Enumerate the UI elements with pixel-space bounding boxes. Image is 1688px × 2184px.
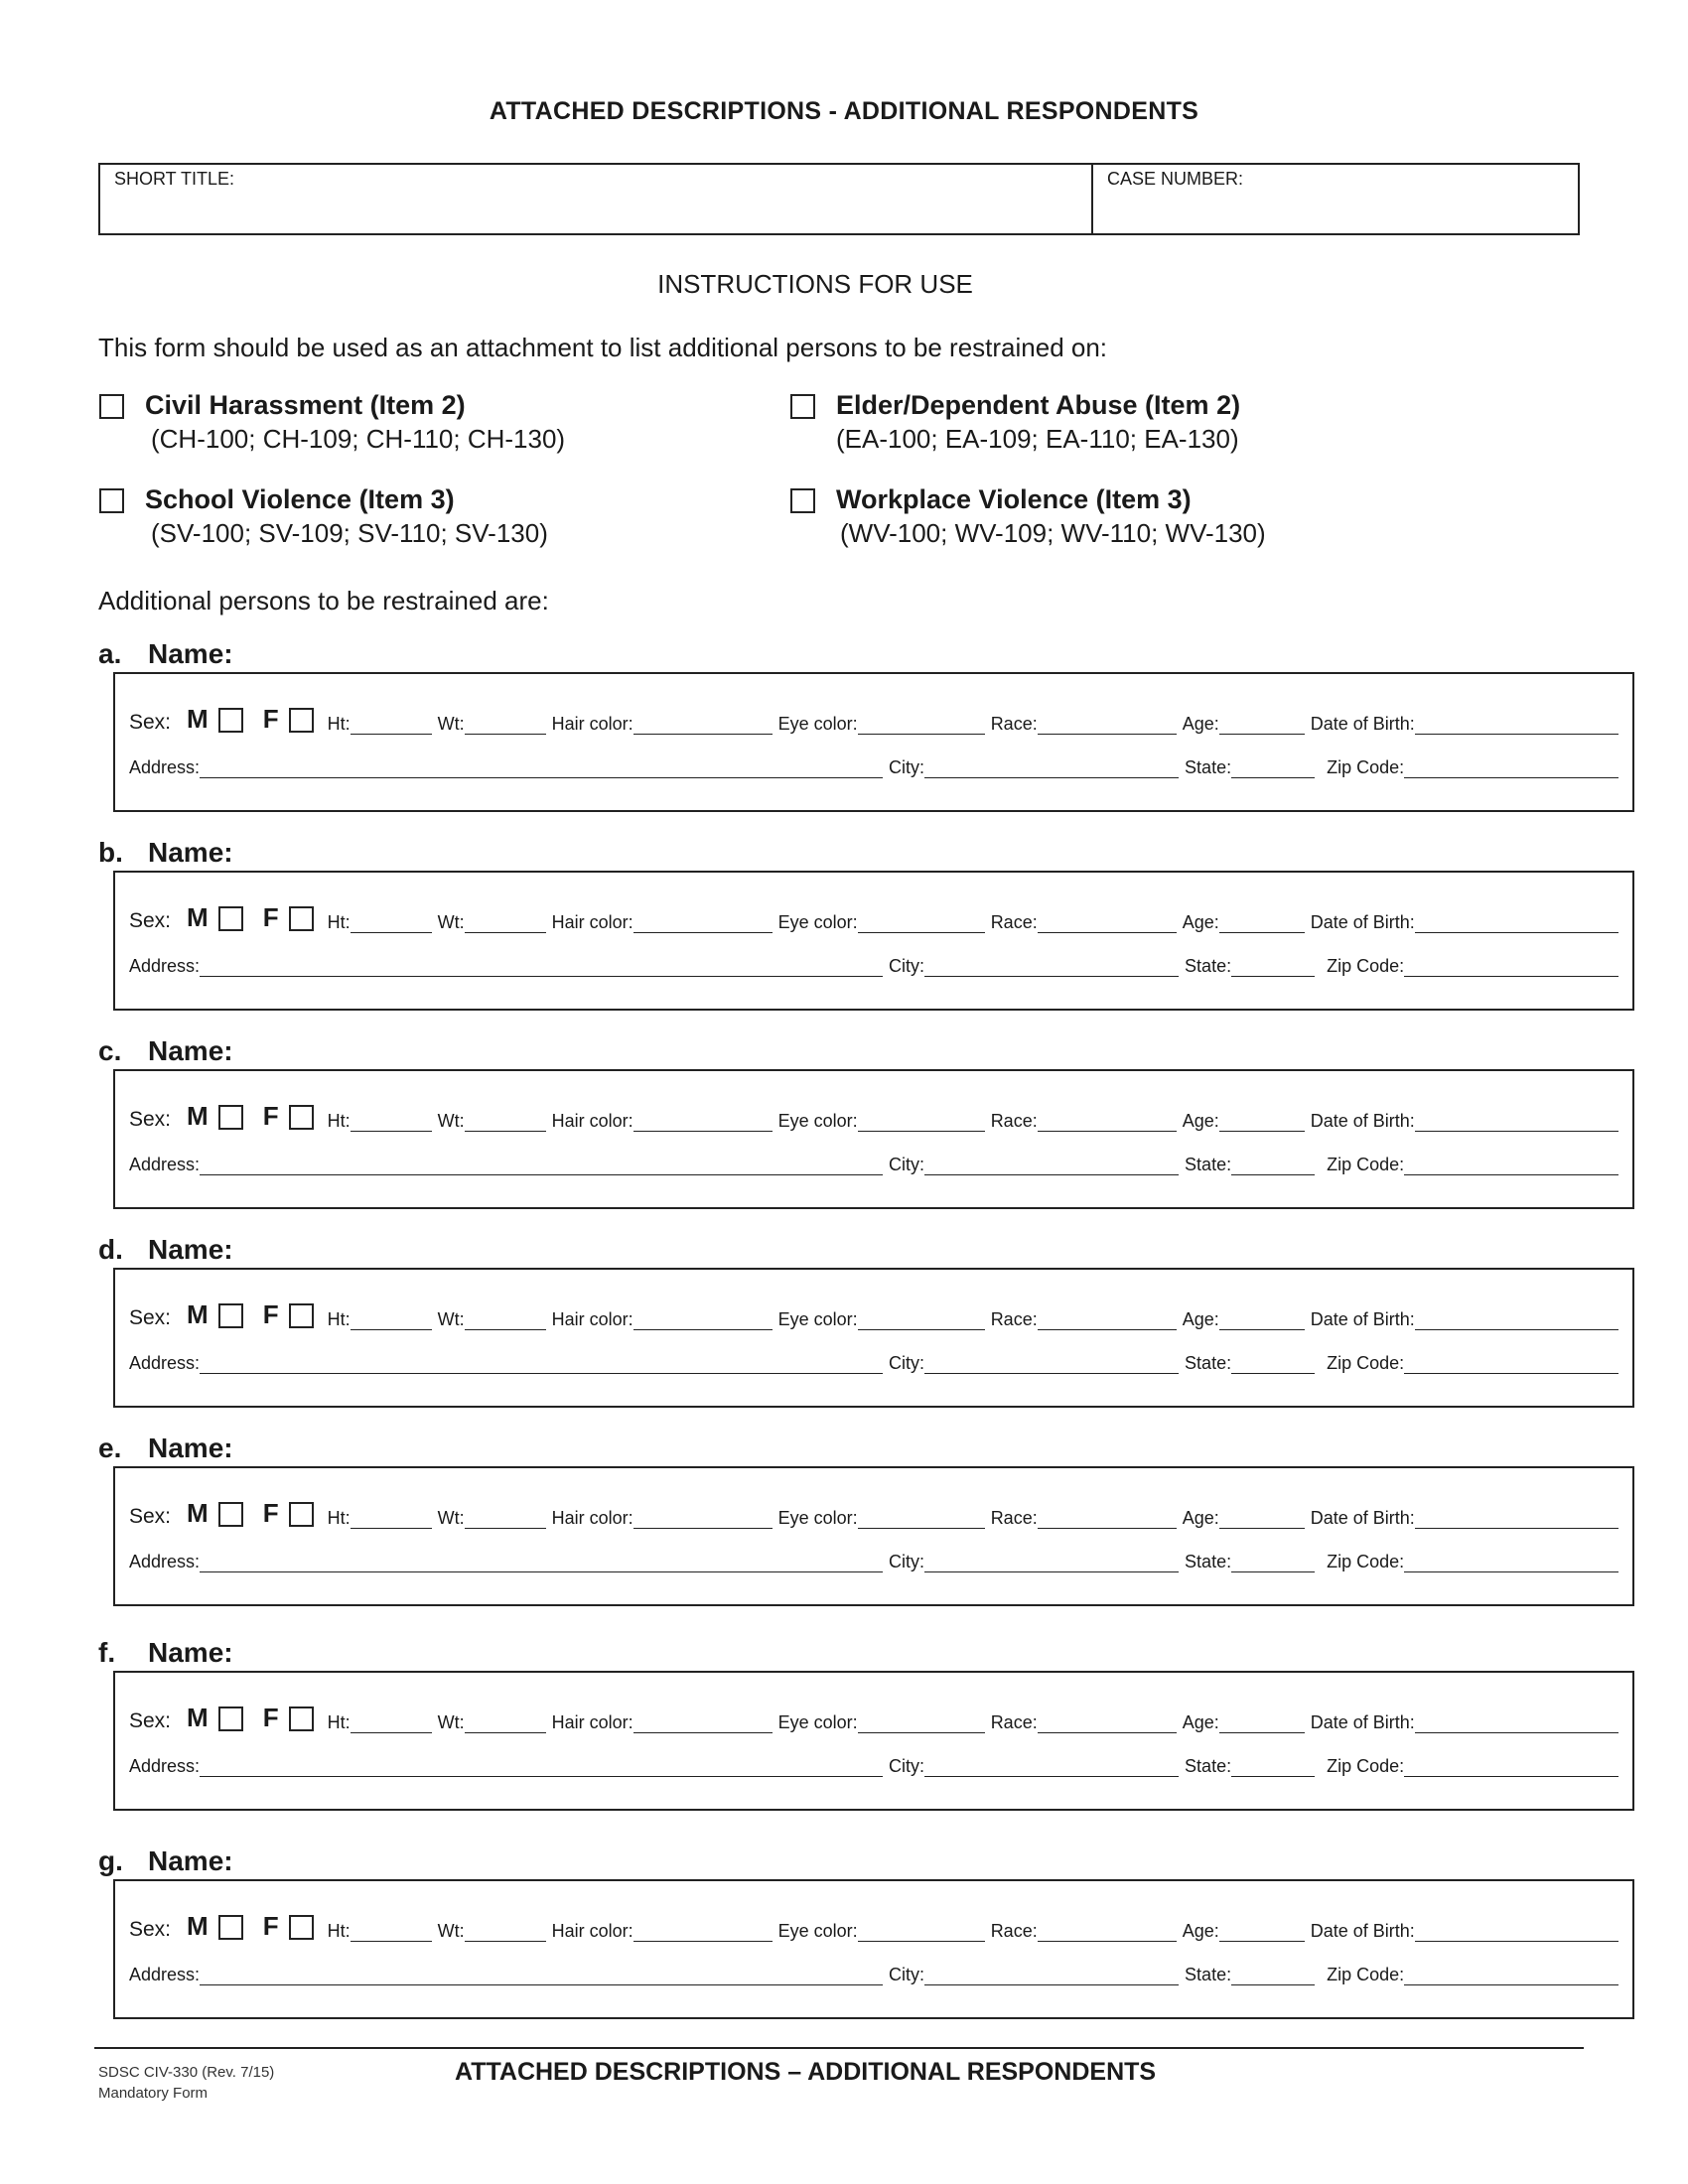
hair-color-field[interactable]	[633, 1510, 773, 1529]
instructions-title: INSTRUCTIONS FOR USE	[657, 269, 973, 299]
zip-label: Zip Code:	[1327, 956, 1405, 976]
female-label: F	[262, 1299, 279, 1329]
address-field[interactable]	[200, 1157, 883, 1175]
person-heading	[98, 837, 233, 869]
person-name-label: Name:	[148, 837, 233, 868]
age-label: Age:	[1182, 1309, 1219, 1329]
person-row-1	[129, 1101, 1618, 1132]
address-field[interactable]	[200, 958, 883, 977]
height-label: Ht:	[327, 1508, 351, 1528]
weight-label: Wt:	[437, 714, 465, 734]
state-field[interactable]	[1231, 1157, 1315, 1175]
hair-color-label: Hair color:	[551, 1508, 633, 1528]
city-label: City:	[889, 1155, 925, 1174]
weight-field[interactable]	[465, 1113, 546, 1132]
address-label: Address:	[129, 1155, 201, 1174]
person-heading	[98, 1845, 233, 1877]
height-field[interactable]	[351, 1923, 432, 1942]
city-label: City:	[889, 1756, 925, 1776]
city-field[interactable]	[924, 1355, 1179, 1374]
weight-label: Wt:	[437, 1111, 465, 1131]
person-row-1	[129, 1703, 1618, 1733]
person-heading	[98, 1637, 233, 1669]
person-row-2	[129, 1552, 1618, 1572]
state-field[interactable]	[1231, 1554, 1315, 1572]
height-field[interactable]	[351, 1311, 432, 1330]
address-label: Address:	[129, 1353, 201, 1373]
address-label: Address:	[129, 1965, 201, 1984]
race-field[interactable]	[1038, 1311, 1177, 1330]
male-label: M	[187, 704, 209, 734]
state-label: State:	[1185, 1965, 1232, 1984]
category-codes: (CH-100; CH-109; CH-110; CH-130)	[151, 424, 566, 454]
city-field[interactable]	[924, 1157, 1179, 1175]
weight-field[interactable]	[465, 1714, 546, 1733]
person-row-1	[129, 704, 1618, 735]
age-field[interactable]	[1219, 716, 1305, 735]
female-label: F	[262, 902, 279, 932]
sex-label: Sex:	[129, 1709, 172, 1732]
person-name-label: Name:	[148, 1637, 233, 1668]
hair-color-label: Hair color:	[551, 714, 633, 734]
dob-label: Date of Birth:	[1310, 714, 1415, 734]
dob-field[interactable]	[1415, 1113, 1618, 1132]
person-row-2	[129, 1965, 1618, 1985]
age-field[interactable]	[1219, 1510, 1305, 1529]
person-name-label: Name:	[148, 638, 233, 669]
eye-color-field[interactable]	[858, 1510, 985, 1529]
person-letter: c.	[98, 1035, 122, 1066]
state-label: State:	[1185, 1155, 1232, 1174]
person-row-2	[129, 1155, 1618, 1175]
race-label: Race:	[990, 912, 1038, 932]
age-label: Age:	[1182, 1111, 1219, 1131]
female-checkbox[interactable]	[289, 1915, 314, 1940]
person-name-label: Name:	[148, 1035, 233, 1066]
race-field[interactable]	[1038, 1510, 1177, 1529]
hair-color-label: Hair color:	[551, 1111, 633, 1131]
zip-field[interactable]	[1404, 759, 1618, 778]
male-label: M	[187, 1911, 209, 1941]
male-label: M	[187, 1101, 209, 1131]
male-label: M	[187, 902, 209, 932]
city-field[interactable]	[924, 759, 1179, 778]
sex-label: Sex:	[129, 1108, 172, 1131]
hair-color-label: Hair color:	[551, 1309, 633, 1329]
zip-field[interactable]	[1404, 1758, 1618, 1777]
form-type: Mandatory Form	[98, 2085, 209, 2102]
female-checkbox[interactable]	[289, 1303, 314, 1328]
address-label: Address:	[129, 757, 201, 777]
person-letter: b.	[98, 837, 123, 868]
state-field[interactable]	[1231, 958, 1315, 977]
person-box	[113, 672, 1634, 812]
eye-color-field[interactable]	[858, 1714, 985, 1733]
state-field[interactable]	[1231, 1355, 1315, 1374]
weight-label: Wt:	[437, 1309, 465, 1329]
height-label: Ht:	[327, 1712, 351, 1732]
age-field[interactable]	[1219, 914, 1305, 933]
age-label: Age:	[1182, 1921, 1219, 1941]
category-codes: (EA-100; EA-109; EA-110; EA-130)	[836, 424, 1239, 454]
school-violence-checkbox[interactable]	[99, 488, 124, 513]
male-label: M	[187, 1703, 209, 1732]
male-label: M	[187, 1498, 209, 1528]
address-label: Address:	[129, 1756, 201, 1776]
height-label: Ht:	[327, 1111, 351, 1131]
zip-label: Zip Code:	[1327, 757, 1405, 777]
zip-label: Zip Code:	[1327, 1155, 1405, 1174]
hair-color-label: Hair color:	[551, 1712, 633, 1732]
zip-field[interactable]	[1404, 1355, 1618, 1374]
state-label: State:	[1185, 956, 1232, 976]
dob-field[interactable]	[1415, 716, 1618, 735]
address-field[interactable]	[200, 1758, 883, 1777]
state-field[interactable]	[1231, 759, 1315, 778]
category-workplace-violence	[790, 488, 815, 518]
dob-label: Date of Birth:	[1310, 1712, 1415, 1732]
sex-label: Sex:	[129, 1505, 172, 1528]
zip-field[interactable]	[1404, 1967, 1618, 1985]
height-field[interactable]	[351, 914, 432, 933]
weight-field[interactable]	[465, 914, 546, 933]
person-letter: g.	[98, 1845, 123, 1876]
person-box	[113, 1879, 1634, 2019]
person-name-label: Name:	[148, 1234, 233, 1265]
person-letter: e.	[98, 1433, 122, 1463]
persons-label: Additional persons to be restrained are:	[98, 586, 549, 615]
hair-color-field[interactable]	[633, 1923, 773, 1942]
workplace-violence-checkbox[interactable]	[790, 488, 815, 513]
female-checkbox[interactable]	[289, 1706, 314, 1731]
dob-label: Date of Birth:	[1310, 1111, 1415, 1131]
race-label: Race:	[990, 1111, 1038, 1131]
state-label: State:	[1185, 1353, 1232, 1373]
hair-color-field[interactable]	[633, 716, 773, 735]
race-label: Race:	[990, 1508, 1038, 1528]
category-civil-harassment	[99, 394, 124, 424]
age-label: Age:	[1182, 1508, 1219, 1528]
dob-label: Date of Birth:	[1310, 1921, 1415, 1941]
category-codes: (WV-100; WV-109; WV-110; WV-130)	[840, 518, 1266, 548]
zip-label: Zip Code:	[1327, 1353, 1405, 1373]
eye-color-field[interactable]	[858, 914, 985, 933]
person-row-2	[129, 1756, 1618, 1777]
female-checkbox[interactable]	[289, 1105, 314, 1130]
weight-field[interactable]	[465, 1923, 546, 1942]
city-label: City:	[889, 1965, 925, 1984]
race-field[interactable]	[1038, 1113, 1177, 1132]
city-label: City:	[889, 956, 925, 976]
weight-label: Wt:	[437, 1508, 465, 1528]
person-heading	[98, 638, 233, 670]
weight-field[interactable]	[465, 1311, 546, 1330]
address-field[interactable]	[200, 1967, 883, 1985]
female-checkbox[interactable]	[289, 906, 314, 931]
category-name: School Violence (Item 3)	[145, 484, 455, 514]
address-label: Address:	[129, 1552, 201, 1571]
male-checkbox[interactable]	[218, 1706, 243, 1731]
male-checkbox[interactable]	[218, 1303, 243, 1328]
dob-label: Date of Birth:	[1310, 912, 1415, 932]
footer-divider	[94, 2047, 1584, 2049]
sex-label: Sex:	[129, 1306, 172, 1329]
case-number-field[interactable]	[1093, 165, 1578, 233]
category-name: Elder/Dependent Abuse (Item 2)	[836, 390, 1241, 420]
zip-field[interactable]	[1404, 1554, 1618, 1572]
age-field[interactable]	[1219, 1714, 1305, 1733]
category-name: Workplace Violence (Item 3)	[836, 484, 1192, 514]
race-field[interactable]	[1038, 1923, 1177, 1942]
female-checkbox[interactable]	[289, 708, 314, 733]
weight-label: Wt:	[437, 1712, 465, 1732]
race-label: Race:	[990, 1309, 1038, 1329]
person-box	[113, 871, 1634, 1011]
state-label: State:	[1185, 757, 1232, 777]
person-row-2	[129, 956, 1618, 977]
person-name-label: Name:	[148, 1433, 233, 1463]
state-field[interactable]	[1231, 1967, 1315, 1985]
zip-field[interactable]	[1404, 958, 1618, 977]
sex-label: Sex:	[129, 909, 172, 932]
category-civil-harassment-text	[145, 390, 565, 455]
eye-color-field[interactable]	[858, 716, 985, 735]
eye-color-field[interactable]	[858, 1113, 985, 1132]
case-number-label: CASE NUMBER:	[1107, 169, 1244, 189]
age-field[interactable]	[1219, 1923, 1305, 1942]
city-label: City:	[889, 757, 925, 777]
city-field[interactable]	[924, 958, 1179, 977]
address-label: Address:	[129, 956, 201, 976]
height-label: Ht:	[327, 1921, 351, 1941]
weight-field[interactable]	[465, 716, 546, 735]
dob-label: Date of Birth:	[1310, 1309, 1415, 1329]
male-checkbox[interactable]	[218, 906, 243, 931]
person-heading	[98, 1433, 233, 1464]
height-field[interactable]	[351, 1510, 432, 1529]
city-field[interactable]	[924, 1758, 1179, 1777]
age-label: Age:	[1182, 714, 1219, 734]
eye-color-label: Eye color:	[777, 1111, 858, 1131]
category-elder-abuse-text	[836, 390, 1240, 455]
elder-abuse-checkbox[interactable]	[790, 394, 815, 419]
person-box	[113, 1671, 1634, 1811]
address-field[interactable]	[200, 759, 883, 778]
page-title: ATTACHED DESCRIPTIONS - ADDITIONAL RESPONDENTS	[489, 97, 1199, 125]
dob-field[interactable]	[1415, 1311, 1618, 1330]
hair-color-field[interactable]	[633, 1113, 773, 1132]
male-checkbox[interactable]	[218, 708, 243, 733]
hair-color-field[interactable]	[633, 914, 773, 933]
hair-color-label: Hair color:	[551, 1921, 633, 1941]
race-label: Race:	[990, 1921, 1038, 1941]
dob-field[interactable]	[1415, 914, 1618, 933]
dob-field[interactable]	[1415, 1714, 1618, 1733]
female-label: F	[262, 1101, 279, 1131]
category-elder-abuse	[790, 394, 815, 424]
dob-field[interactable]	[1415, 1510, 1618, 1529]
person-row-1	[129, 1911, 1618, 1942]
hair-color-label: Hair color:	[551, 912, 633, 932]
weight-field[interactable]	[465, 1510, 546, 1529]
hair-color-field[interactable]	[633, 1311, 773, 1330]
dob-field[interactable]	[1415, 1923, 1618, 1942]
person-row-1	[129, 1299, 1618, 1330]
eye-color-field[interactable]	[858, 1311, 985, 1330]
dob-label: Date of Birth:	[1310, 1508, 1415, 1528]
height-label: Ht:	[327, 912, 351, 932]
eye-color-field[interactable]	[858, 1923, 985, 1942]
eye-color-label: Eye color:	[777, 714, 858, 734]
male-checkbox[interactable]	[218, 1915, 243, 1940]
category-school-violence	[99, 488, 124, 518]
city-label: City:	[889, 1353, 925, 1373]
category-codes: (SV-100; SV-109; SV-110; SV-130)	[151, 518, 548, 548]
eye-color-label: Eye color:	[777, 1712, 858, 1732]
civil-harassment-checkbox[interactable]	[99, 394, 124, 419]
form-id: SDSC CIV-330 (Rev. 7/15)	[98, 2064, 275, 2081]
age-field[interactable]	[1219, 1311, 1305, 1330]
footer-form-info	[98, 2062, 274, 2104]
zip-field[interactable]	[1404, 1157, 1618, 1175]
category-school-violence-text	[145, 484, 548, 549]
race-field[interactable]	[1038, 716, 1177, 735]
weight-label: Wt:	[437, 912, 465, 932]
race-label: Race:	[990, 1712, 1038, 1732]
eye-color-label: Eye color:	[777, 912, 858, 932]
male-checkbox[interactable]	[218, 1502, 243, 1527]
height-field[interactable]	[351, 1714, 432, 1733]
height-label: Ht:	[327, 1309, 351, 1329]
footer-title: ATTACHED DESCRIPTIONS – ADDITIONAL RESPONDENTS	[455, 2058, 1157, 2086]
case-header	[98, 163, 1580, 235]
person-box	[113, 1069, 1634, 1209]
height-label: Ht:	[327, 714, 351, 734]
state-label: State:	[1185, 1756, 1232, 1776]
city-label: City:	[889, 1552, 925, 1571]
eye-color-label: Eye color:	[777, 1921, 858, 1941]
zip-label: Zip Code:	[1327, 1756, 1405, 1776]
category-workplace-violence-text	[836, 484, 1266, 549]
address-field[interactable]	[200, 1355, 883, 1374]
address-field[interactable]	[200, 1554, 883, 1572]
city-field[interactable]	[924, 1967, 1179, 1985]
hair-color-field[interactable]	[633, 1714, 773, 1733]
race-label: Race:	[990, 714, 1038, 734]
age-label: Age:	[1182, 912, 1219, 932]
person-row-1	[129, 902, 1618, 933]
short-title-field[interactable]	[100, 165, 1093, 233]
state-label: State:	[1185, 1552, 1232, 1571]
female-label: F	[262, 1498, 279, 1528]
eye-color-label: Eye color:	[777, 1309, 858, 1329]
female-label: F	[262, 704, 279, 734]
person-letter: f.	[98, 1637, 116, 1668]
female-label: F	[262, 1703, 279, 1732]
height-field[interactable]	[351, 716, 432, 735]
female-label: F	[262, 1911, 279, 1941]
person-heading	[98, 1234, 233, 1266]
race-field[interactable]	[1038, 914, 1177, 933]
person-row-2	[129, 1353, 1618, 1374]
category-name: Civil Harassment (Item 2)	[145, 390, 466, 420]
state-field[interactable]	[1231, 1758, 1315, 1777]
height-field[interactable]	[351, 1113, 432, 1132]
person-name-label: Name:	[148, 1845, 233, 1876]
female-checkbox[interactable]	[289, 1502, 314, 1527]
age-field[interactable]	[1219, 1113, 1305, 1132]
person-row-2	[129, 757, 1618, 778]
sex-label: Sex:	[129, 711, 172, 734]
person-letter: a.	[98, 638, 122, 669]
person-row-1	[129, 1498, 1618, 1529]
age-label: Age:	[1182, 1712, 1219, 1732]
male-checkbox[interactable]	[218, 1105, 243, 1130]
person-letter: d.	[98, 1234, 123, 1265]
zip-label: Zip Code:	[1327, 1965, 1405, 1984]
eye-color-label: Eye color:	[777, 1508, 858, 1528]
sex-label: Sex:	[129, 1918, 172, 1941]
male-label: M	[187, 1299, 209, 1329]
person-box	[113, 1466, 1634, 1606]
person-heading	[98, 1035, 233, 1067]
city-field[interactable]	[924, 1554, 1179, 1572]
short-title-label: SHORT TITLE:	[114, 169, 235, 189]
weight-label: Wt:	[437, 1921, 465, 1941]
instructions-text: This form should be used as an attachment to list additional persons to be restrained on:	[98, 333, 1108, 362]
person-box	[113, 1268, 1634, 1408]
zip-label: Zip Code:	[1327, 1552, 1405, 1571]
race-field[interactable]	[1038, 1714, 1177, 1733]
